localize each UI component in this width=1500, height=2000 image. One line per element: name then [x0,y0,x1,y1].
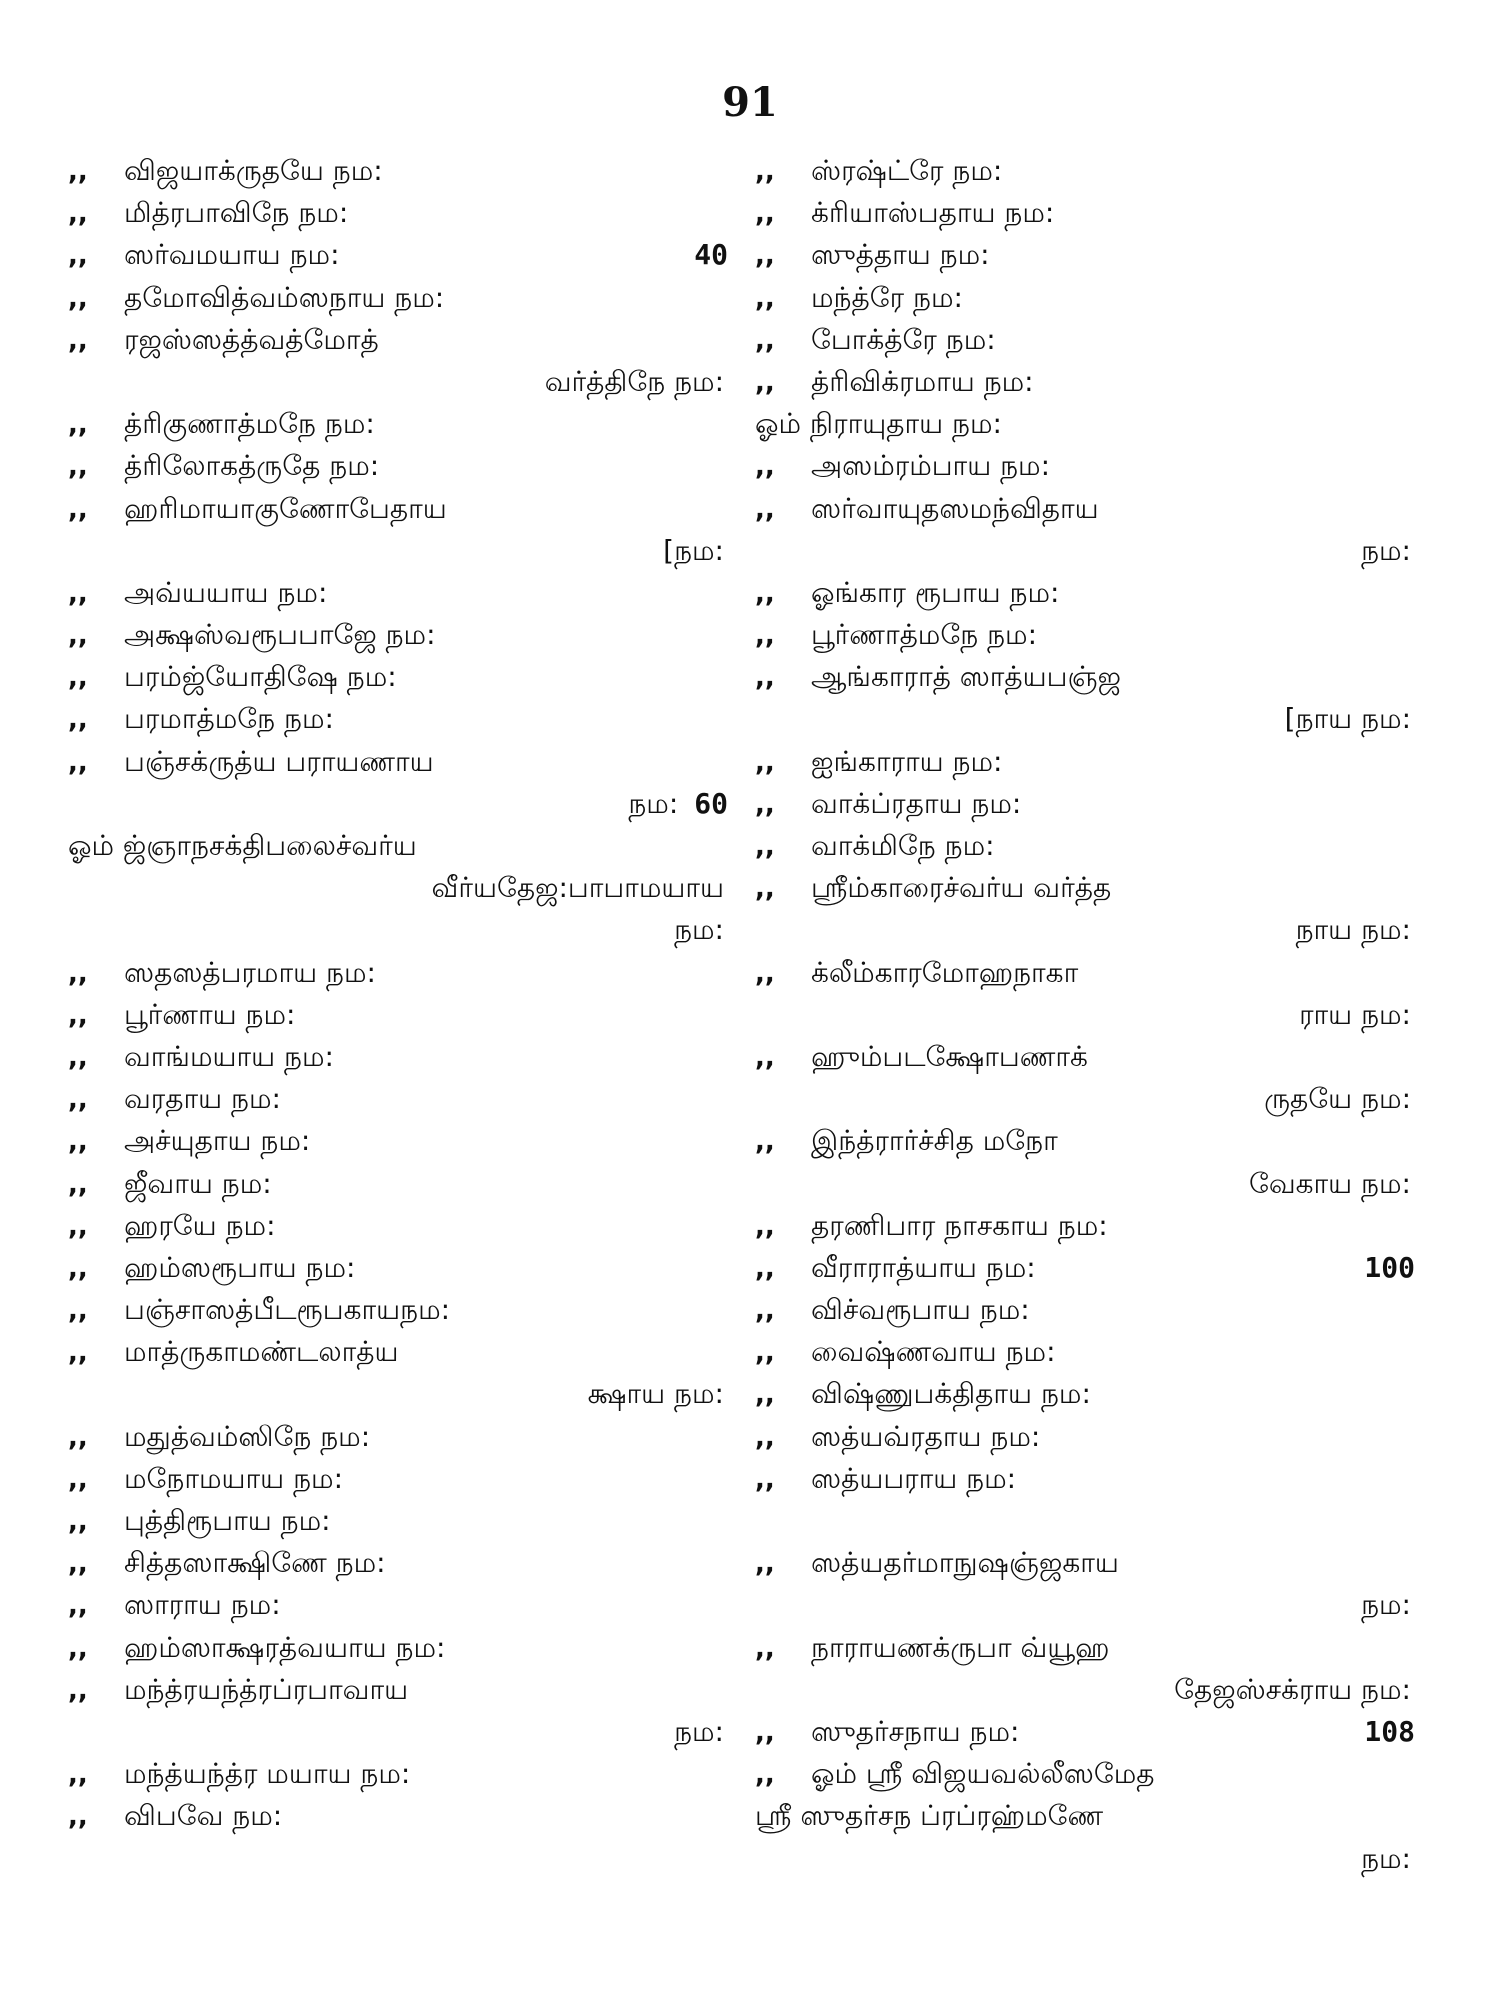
mantra-line [755,1627,1415,1669]
mantra-text: ருதயே நம: [1264,1082,1411,1116]
mantra-line [68,1795,728,1837]
mantra-line [755,1078,1415,1120]
mantra-line [755,277,1415,319]
ditto-mark: ,, [68,705,88,736]
mantra-line [68,1247,728,1289]
mantra-line [68,445,728,487]
mantra-line [68,994,728,1036]
mantra-text: நம: [674,913,724,947]
ditto-mark: ,, [755,1717,775,1748]
mantra-text: மதுத்வம்ஸிநே நம: [124,1419,371,1453]
ditto-mark: ,, [68,283,88,314]
ditto-mark: ,, [68,1549,88,1580]
ditto-mark: ,, [68,578,88,609]
mantra-line [68,867,728,909]
mantra-text: ஸ்ரீம்காரைச்வர்ய வர்த்த [811,871,1112,905]
mantra-line [68,192,728,234]
ditto-mark: ,, [755,1253,775,1284]
mantra-text: பரம்ஜ்யோதிஷே நம: [124,660,397,694]
ditto-mark: ,, [68,241,88,272]
mantra-line [68,1331,728,1373]
mantra-text: ஓங்கார ரூபாய நம: [811,575,1060,609]
ditto-mark: ,, [68,157,88,187]
mantra-text: ஹம்ஸரூபாய நம: [124,1250,356,1284]
mantra-text: வரதாய நம: [124,1082,281,1116]
mantra-line [68,1711,728,1753]
mantra-line [68,1627,728,1669]
mantra-text: க்லீம்காரமோஹநாகா [811,955,1079,989]
ditto-mark: ,, [755,157,775,187]
mantra-text: ஸ்ரஷ்ட்ரே நம: [811,154,1003,187]
ditto-mark: ,, [755,199,775,230]
mantra-text: பஞ்சக்ருத்ய பராயணாய [124,744,434,778]
mantra-line [755,909,1415,951]
ditto-mark: ,, [68,1507,88,1537]
mantra-text: அவ்யயாய நம: [124,575,328,609]
mantra-text: நாய நம: [1295,913,1411,947]
mantra-line [755,698,1415,740]
mantra-text: [நம: [663,533,724,567]
mantra-line [755,1416,1415,1458]
mantra-text: ஸத்யதர்மாநுஷஞ்ஜகாய [811,1546,1119,1580]
verse-count: 100 [1364,1250,1415,1284]
ditto-mark: ,, [755,621,775,652]
mantra-text: மந்த்ரயந்த்ரப்ரபாவாய [124,1672,409,1706]
mantra-line [68,1416,728,1458]
mantra-text: வேகாய நம: [1248,1166,1411,1200]
mantra-line [755,488,1415,530]
ditto-mark: ,, [755,1127,775,1158]
mantra-line [68,319,728,361]
ditto-mark: ,, [755,789,775,820]
mantra-text: அஸம்ரம்பாய நம: [811,449,1051,483]
ditto-mark: ,, [755,283,775,314]
ditto-mark: ,, [68,958,88,989]
mantra-line [68,952,728,994]
mantra-text: இந்த்ரார்ச்சித மநோ [811,1124,1058,1158]
mantra-text: ஹும்படக்ஷோபணாக் [811,1039,1088,1073]
mantra-line [68,1500,728,1542]
ditto-mark: ,, [755,452,775,483]
ditto-mark: ,, [68,621,88,652]
ditto-mark: ,, [755,367,775,398]
mantra-line [68,1163,728,1205]
mantra-text: மித்ரபாவிநே நம: [124,196,349,230]
mantra-text: வீராராத்யாய நம: [811,1250,1036,1284]
ditto-mark: ,, [68,1085,88,1116]
mantra-line [755,1036,1415,1078]
ditto-mark: ,, [68,452,88,483]
mantra-line [755,614,1415,656]
ditto-mark: ,, [755,1464,775,1495]
mantra-text: ஹம்ஸாக்ஷரத்வயாய நம: [124,1630,446,1664]
mantra-line [68,614,728,656]
mantra-text: தேஜஸ்சக்ராய நம: [1174,1672,1411,1706]
mantra-text: ஸத்யபராய நம: [811,1461,1017,1495]
mantra-text: ஐங்காராய நம: [811,744,1003,778]
mantra-text: தமோவித்வம்ஸநாய நம: [124,280,445,314]
ditto-mark: ,, [68,199,88,230]
ditto-mark: ,, [755,578,775,609]
ditto-mark: ,, [68,1591,88,1622]
mantra-text: விஜயாக்ருதயே நம: [124,154,383,187]
ditto-mark: ,, [68,1127,88,1158]
mantra-line [68,1373,728,1415]
verse-count: 60 [694,786,728,820]
mantra-line [68,150,728,192]
ditto-mark: ,, [755,1338,775,1369]
mantra-text: அச்யுதாய நம: [124,1124,311,1158]
mantra-text: ஸர்வமயாய நம: [124,238,340,272]
mantra-text: வர்த்திநே நம: [544,364,724,398]
mantra-text: ஸாராய நம: [124,1588,281,1622]
ditto-mark: ,, [755,958,775,989]
mantra-text: ஸுத்தாய நம: [811,238,990,272]
ditto-mark: ,, [68,1464,88,1495]
mantra-line [68,234,728,276]
ditto-mark: ,, [68,1253,88,1284]
ditto-mark: ,, [755,1296,775,1327]
mantra-line [755,656,1415,698]
ditto-mark: ,, [68,325,88,356]
ditto-mark: ,, [68,494,88,525]
ditto-mark: ,, [68,1296,88,1327]
mantra-text: விபவே நம: [124,1799,283,1833]
mantra-text: ஓம் ஜ்ஞாநசக்திபலைச்வர்ய [68,829,417,862]
mantra-line [68,572,728,614]
mantra-text: ஹரயே நம: [124,1208,276,1242]
mantra-line [755,150,1415,192]
ditto-mark: ,, [755,1042,775,1073]
mantra-text: த்ரிவிக்ரமாய நம: [811,364,1034,398]
mantra-line [68,530,728,572]
mantra-line [755,1163,1415,1205]
mantra-text: ஜீவாய நம: [124,1166,272,1200]
mantra-line [755,572,1415,614]
mantra-line [755,319,1415,361]
mantra-text: வாங்மயாய நம: [124,1039,334,1073]
mantra-text: ஸதஸத்பரமாய நம: [124,955,376,989]
mantra-text: ஸத்யவ்ரதாய நம: [811,1419,1041,1453]
ditto-mark: ,, [68,1675,88,1706]
ditto-mark: ,, [755,1211,775,1242]
ditto-mark: ,, [755,1760,775,1791]
mantra-text: ஹரிமாயாகுணோபேதாய [124,491,447,525]
ditto-mark: ,, [68,1169,88,1200]
ditto-mark: ,, [68,663,88,694]
mantra-text: க்ரியாஸ்பதாய நம: [811,196,1055,230]
mantra-line [68,361,728,403]
mantra-line [755,1711,1415,1753]
mantra-text: அக்ஷஸ்வரூபபாஜே நம: [124,618,436,652]
mantra-text: நாராயணக்ருபா வ்யூஹ [811,1630,1110,1664]
mantra-text: மந்த்யந்த்ர மயாய நம: [124,1757,411,1791]
ditto-mark: ,, [68,1042,88,1073]
mantra-line [68,403,728,445]
page-number: 91 [722,79,778,126]
ditto-mark: ,, [755,832,775,862]
ditto-mark: ,, [68,1802,88,1833]
ditto-mark: ,, [68,1338,88,1369]
mantra-text: நம: [1361,1588,1411,1622]
mantra-text: மநோமயாய நம: [124,1461,344,1495]
mantra-line [755,1753,1415,1795]
mantra-line [755,1669,1415,1711]
mantra-line [68,488,728,530]
mantra-line [68,1289,728,1331]
mantra-line [755,1584,1415,1626]
ditto-mark: ,, [755,325,775,356]
mantra-text: ஓம் நிராயுதாய நம: [755,407,1002,441]
mantra-text: விஷ்ணுபக்திதாய நம: [811,1377,1091,1411]
mantra-line [755,1120,1415,1162]
mantra-line [755,867,1415,909]
mantra-line [755,1373,1415,1415]
mantra-text: பூர்ணாய நம: [124,997,296,1031]
mantra-line [755,994,1415,1036]
mantra-line [68,783,728,825]
mantra-text: மாத்ருகாமண்டலாத்ய [124,1335,399,1369]
ditto-mark: ,, [68,1422,88,1453]
mantra-text: வைஷ்ணவாய நம: [811,1335,1056,1369]
mantra-line [755,1205,1415,1247]
mantra-line [755,783,1415,825]
mantra-text: த்ரிகுணாத்மநே நம: [124,407,375,441]
mantra-text: பூர்ணாத்மநே நம: [811,618,1038,652]
mantra-text: மந்த்ரே நம: [811,280,963,314]
mantra-text: வாக்ப்ரதாய நம: [811,786,1022,820]
mantra-line [755,1542,1415,1584]
mantra-line [755,1289,1415,1331]
ditto-mark: ,, [755,241,775,272]
mantra-text: ஓம் ஸ்ரீ விஜயவல்லீஸமேத [811,1757,1155,1791]
mantra-text: விச்வரூபாய நம: [811,1293,1030,1327]
mantra-line [68,1078,728,1120]
mantra-line [68,277,728,319]
mantra-line [68,741,728,783]
mantra-line [755,1795,1415,1837]
mantra-text: நம: [628,786,679,820]
mantra-line [755,1458,1415,1500]
ditto-mark: ,, [755,1380,775,1411]
mantra-line [68,1458,728,1500]
mantra-text: ஸர்வாயுதஸமந்விதாய [811,491,1099,525]
verse-count: 40 [694,238,728,272]
mantra-text: க்ஷாய நம: [587,1377,724,1411]
mantra-line [68,1542,728,1584]
mantra-line [68,656,728,698]
mantra-line [68,1036,728,1078]
mantra-text: பஞ்சாஸத்பீடரூபகாயநம: [124,1293,451,1327]
mantra-text: வாக்மிநே நம: [811,829,995,862]
mantra-text: போக்த்ரே நம: [811,322,996,356]
ditto-mark: ,, [68,1211,88,1242]
left-column [68,150,728,1838]
mantra-line [755,445,1415,487]
ditto-mark: ,, [68,1633,88,1664]
ditto-mark: ,, [755,494,775,525]
mantra-text: த்ரிலோகத்ருதே நம: [124,449,380,483]
mantra-line [755,1331,1415,1373]
mantra-text: ஸுதர்சநாய நம: [811,1714,1020,1748]
mantra-text: சித்தஸாக்ஷிணே நம: [124,1546,386,1580]
mantra-line [755,952,1415,994]
mantra-text: ஆங்காராத் ஸாத்யபஞ்ஜ [811,660,1121,694]
ditto-mark: ,, [68,1000,88,1031]
mantra-line [68,1205,728,1247]
mantra-text: நம: [674,1714,724,1748]
mantra-line [68,1584,728,1626]
mantra-line [68,825,728,867]
mantra-text: ஸ்ரீ ஸுதர்சந ப்ரப்ரஹ்மணே [755,1799,1104,1833]
ditto-mark: ,, [755,874,775,905]
mantra-text: தரணிபார நாசகாய நம: [811,1208,1108,1242]
mantra-line [755,234,1415,276]
mantra-text: ரஜஸ்ஸத்த்வத்மோத் [124,322,379,356]
mantra-text: [நாய நம: [1284,702,1411,736]
mantra-text: வீர்யதேஜ:பாபாமயாய [431,871,724,905]
mantra-line [755,1247,1415,1289]
mantra-line [68,1669,728,1711]
ditto-mark: ,, [68,410,88,441]
mantra-line [755,530,1415,572]
ditto-mark: ,, [68,747,88,778]
mantra-line [68,909,728,951]
mantra-text: பரமாத்மநே நம: [124,702,334,736]
mantra-line [68,698,728,740]
mantra-line [755,825,1415,867]
mantra-line [755,741,1415,783]
verse-count: 108 [1364,1714,1415,1748]
mantra-line [755,403,1415,445]
ditto-mark: ,, [755,1633,775,1664]
ditto-mark: ,, [755,1549,775,1580]
mantra-text: புத்திரூபாய நம: [124,1504,331,1537]
mantra-line [755,1838,1415,1880]
ditto-mark: ,, [755,1422,775,1453]
mantra-line [755,192,1415,234]
mantra-line [755,361,1415,403]
mantra-text: நம: [1361,533,1411,567]
ditto-mark: ,, [68,1760,88,1791]
ditto-mark: ,, [755,663,775,694]
right-column [755,150,1415,1880]
mantra-line [68,1120,728,1162]
mantra-line [68,1753,728,1795]
mantra-text: நம: [1361,1841,1411,1875]
ditto-mark: ,, [755,747,775,778]
mantra-text: ராய நம: [1299,997,1411,1031]
